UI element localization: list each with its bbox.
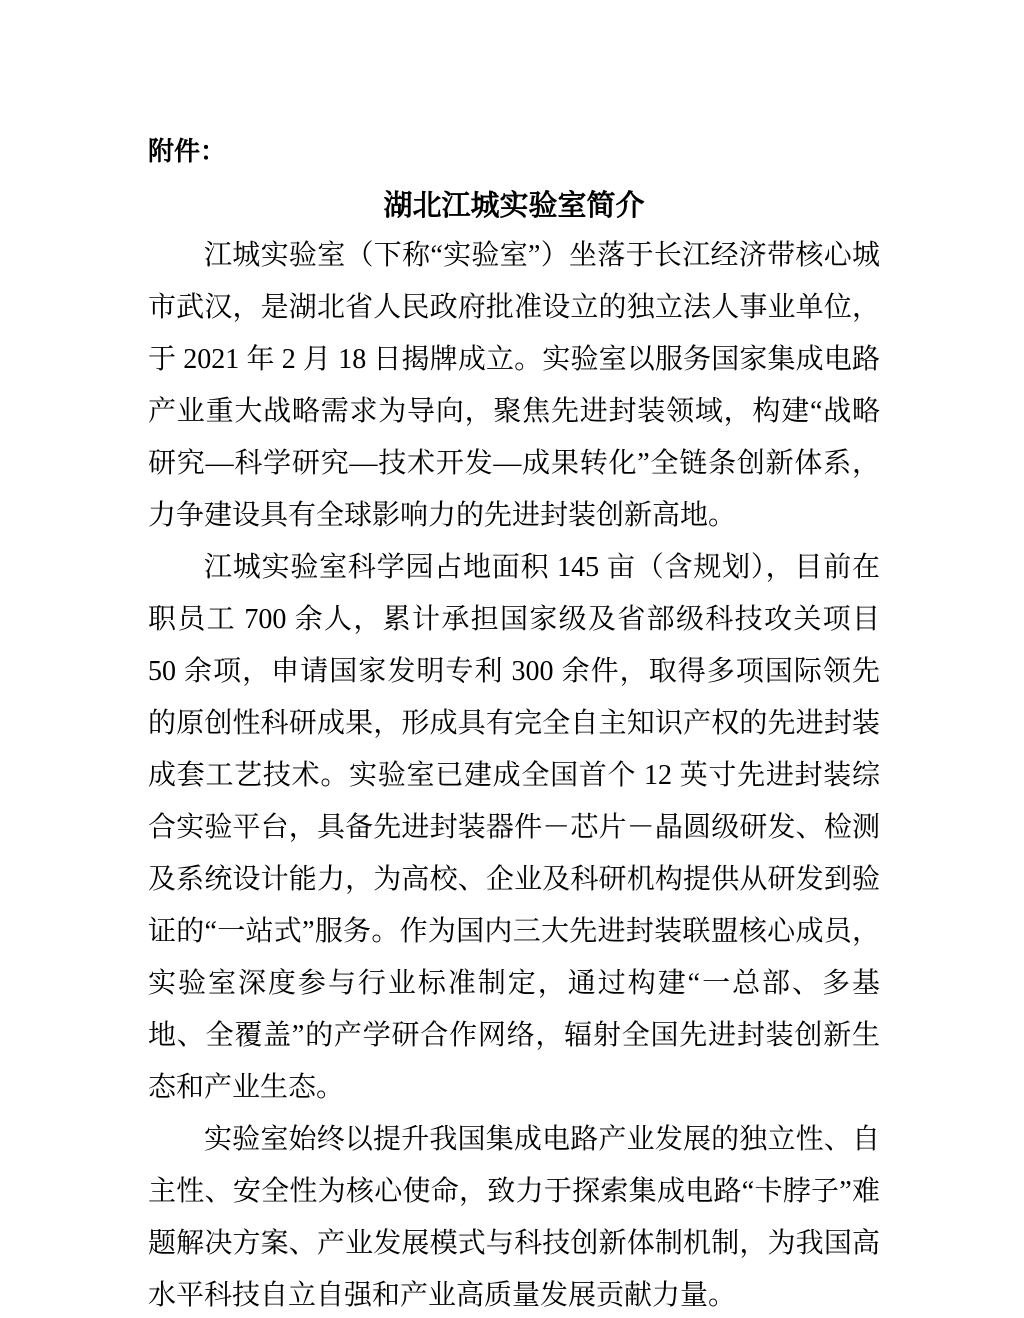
document-content xyxy=(148,136,880,1318)
paragraph-intro: 江城实验室（下称“实验室”）坐落于长江经济带核心城市武汉，是湖北省人民政府批准设立的独立法人事业单位，于 2021 年 2 月 18 日揭牌成立。实验室以服务国家集成电路产业重大战略需求为导向，聚焦先进封装领域，构建“战略研究—科学研究—技术开发—成果转化”全链条创新体系，力争建设具有全球影响力的先进封装创新高地。 xyxy=(148,240,880,531)
paragraph-achievements: 江城实验室科学园占地面积 145 亩（含规划），目前在职员工 700 余人，累计承担国家级及省部级科技攻关项目 50 余项，申请国家发明专利 300 余件，取得多项国际领先的原创性科研成果，形成具有完全自主知识产权的先进封装成套工艺技术。实验室已建成全国首个 12 英寸先进封装综合实验平台，具备先进封装器件－芯片－晶圆级研发、检测及系统设计能力，为高校、企业及科研机构提供从研发到验证的“一站式”服务。作为国内三大先进封装联盟核心成员，实验室深度参与行业标准制定，通过构建“一总部、多基地、全覆盖”的产学研合作网络，辐射全国先进封装创新生态和产业生态。 xyxy=(148,552,880,1103)
document-body xyxy=(148,230,880,1318)
document-title: 湖北江城实验室简介 xyxy=(383,190,645,222)
attachment-label: 附件： xyxy=(148,136,227,166)
paragraph-mission: 实验室始终以提升我国集成电路产业发展的独立性、自主性、安全性为核心使命，致力于探索集成电路“卡脖子”难题解决方案、产业发展模式与科技创新体制机制，为我国高水平科技自立自强和产业高质量发展贡献力量。 xyxy=(148,1124,880,1311)
